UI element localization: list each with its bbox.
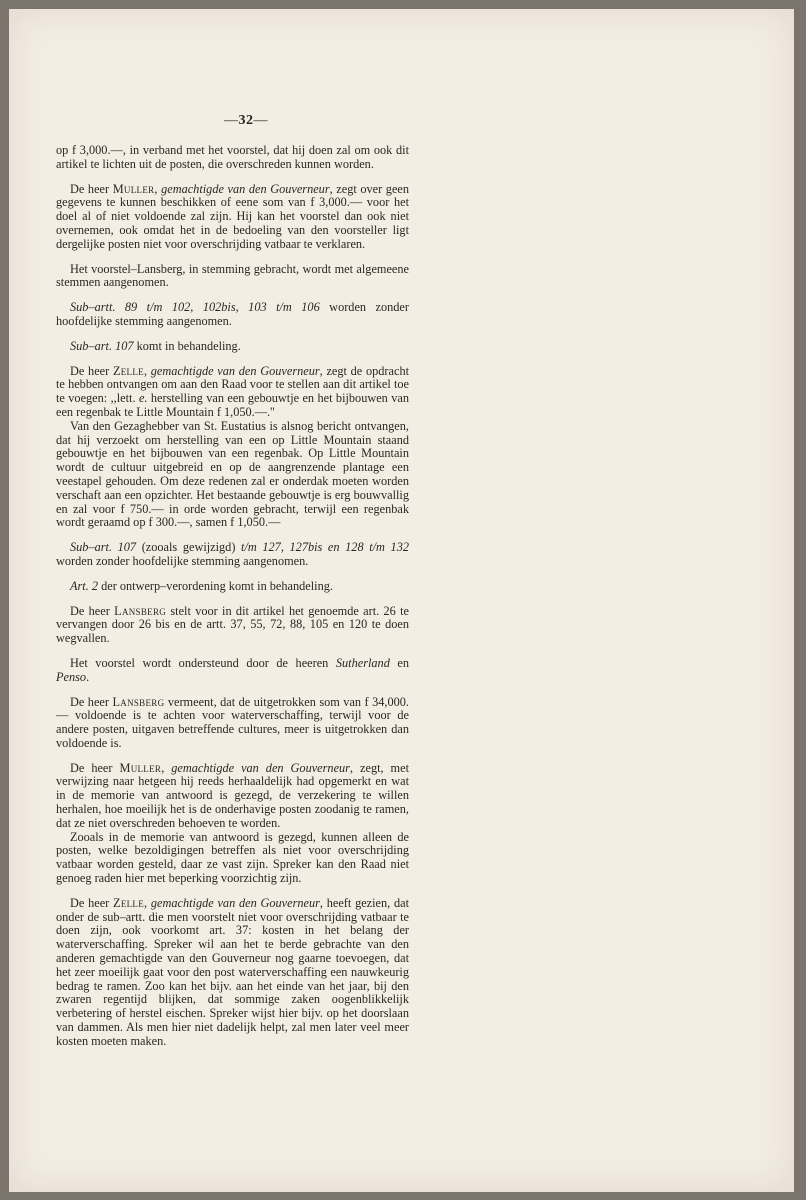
body-text-column — [56, 144, 409, 1060]
paragraph — [56, 762, 409, 831]
text-segment: stelt voor in dit artikel het genoemde art. 26 te vervangen door 26 bis en de artt. 37, 55, 72, 88, 105 en 120 te doen wegvallen. — [56, 603, 409, 646]
italic-text: Sutherland — [335, 655, 390, 670]
page-number — [9, 113, 483, 129]
paragraph — [56, 696, 409, 751]
paragraph — [56, 420, 409, 530]
italic-text: Art. 2 — [70, 578, 99, 593]
paragraph — [56, 605, 409, 646]
text-segment: De heer — [70, 760, 120, 775]
text-segment: De heer — [70, 694, 113, 709]
paragraph — [56, 183, 409, 252]
text-segment: De heer — [70, 603, 115, 618]
text-segment: , zegt, met verwijzing naar hetgeen hij reeds herhaaldelijk had opgemerkt en wat in de memorie van antwoord is gezegd, de verzekering te willen herhalen, hoe moeilijk het is de onderhavige posten zoodanig te ramen, dat ze niet overschreden behoeven te worden. — [56, 760, 409, 830]
text-segment: , — [154, 181, 162, 196]
text-segment: der ontwerp–verordening komt in behandeling. — [98, 578, 333, 593]
document-page — [9, 9, 794, 1192]
text-segment: , zegt over geen gegevens te kunnen beschikken of eene som van f 3,000.— voor het doel al of niet voldoende zal zijn. Hij kan het voorstel dan ook niet overnemen, ook omdat het in de bedoeling van den voorsteller ligt dergelijke posten niet voor overschrijding vatbaar te verklaren. — [56, 181, 410, 251]
italic-text: Sub–art. 107 — [70, 540, 137, 555]
text-segment: Zooals in de memorie van antwoord is gezegd, kunnen alleen de posten, welke bezoldigingen betreffen als niet voor overschrijding vatbaar worden gesteld, daar ze vast zijn. Spreker kan den Raad niet genoeg raden hier met beperking voorzichtig zijn. — [56, 829, 409, 886]
italic-text: gemachtigde van den Gouverneur — [150, 363, 320, 378]
paragraph — [56, 301, 409, 329]
italic-text: e. — [138, 391, 148, 406]
text-segment: , — [144, 895, 151, 910]
page-number-prefix: — — [224, 113, 239, 128]
italic-text: Sub–artt. 89 t/m 102, 102bis, 103 t/m 106 — [70, 300, 320, 315]
speaker-name: Muller — [112, 181, 155, 196]
paragraph — [56, 263, 409, 291]
italic-text: Penso — [56, 669, 87, 684]
italic-text: gemachtigde van den Gouverneur — [161, 181, 330, 196]
text-segment: , zegt de opdracht te hebben ontvangen om aan den Raad voor te stellen aan dit artikel toe te voegen: ,,lett. — [56, 363, 410, 406]
text-segment: , heeft gezien, dat onder de sub–artt. die men voorstelt niet voor overschrijding vatbaar te doen zijn, ook voorkomt art. 37: kosten in het belang der waterverschaffing. Spreker wil aan het te berde gebrachte van den anderen gemachtigde van den Gouverneur nog gaarne toevoegen, dat het zeer moeilijk gaat voor den post waterverschaffing een nauwkeurig bedrag te ramen. Zoo kan het bijv. aan het einde van het jaar, bij den zwaren regentijd blijken, dat sommige zaken oogenblikkelijk verbetering of herstel eischen. Spreker wijst hier bijv. op het doorslaan van dammen. Als men hier niet dadelijk helpt, zal men later veel meer kosten moeten maken. — [56, 895, 410, 1048]
text-segment: Het voorstel–Lansberg, in stemming gebracht, wordt met algemeene stemmen aangenomen. — [56, 261, 409, 290]
paragraph — [56, 897, 409, 1049]
text-segment: , — [161, 760, 172, 775]
text-segment: De heer — [70, 895, 114, 910]
italic-text: t/m 127, 127bis en 128 t/m 132 — [241, 540, 409, 555]
text-segment: Van den Gezaghebber van St. Eustatius is alsnog bericht ontvangen, dat hij verzoekt om herstelling van een op Little Mountain staand gebouwtje en het bijbouwen van een regenbak. Op Little Mountain wordt de cultuur uitgebreid en op de aangrenzende plantage een veestapel gehouden. Om deze redenen zal er onderdak moeten worden verschaft aan een opzichter. Het bestaande gebouwtje is erg bouwvallig en zal voor f 750.— in orde worden gebracht, terwijl een regenbak wordt geraamd op f 300.—, samen f 1,050.— — [56, 418, 409, 530]
text-segment: vermeent, dat de uitgetrokken som van f 34,000.— voldoende is te achten voor waterverschaffing, terwijl voor de andere posten, uitgaven betreffende cultures, meer is uitgetrokken dan voldoende is. — [56, 694, 409, 750]
text-segment: De heer — [70, 181, 113, 196]
page-number-suffix: — — [253, 113, 268, 128]
text-segment: Het voorstel wordt ondersteund door de heeren — [70, 655, 336, 670]
speaker-name: Lansberg — [114, 603, 167, 618]
paragraph — [56, 657, 409, 685]
text-segment: komt in behandeling. — [133, 338, 241, 353]
speaker-name: Muller — [119, 760, 162, 775]
text-segment: worden zonder hoofdelijke stemming aangenomen. — [56, 300, 409, 328]
text-segment: De heer — [70, 363, 113, 378]
text-segment: . — [86, 669, 90, 684]
page-number-value: 32 — [238, 113, 254, 128]
paragraph — [56, 831, 409, 886]
text-segment: herstelling van een gebouwtje en het bijbouwen van een regenbak te Little Mountain f 1,050.—.'' — [56, 391, 409, 419]
italic-text: Sub–art. 107 — [70, 338, 134, 353]
speaker-name: Lansberg — [112, 694, 165, 709]
text-segment: (zooals gewijzigd) — [136, 540, 242, 555]
paragraph — [56, 580, 409, 594]
text-segment: worden zonder hoofdelijke stemming aangenomen. — [56, 553, 309, 568]
paragraph — [56, 365, 409, 420]
paragraph — [56, 541, 409, 569]
paragraph — [56, 144, 409, 172]
speaker-name: Zelle — [112, 363, 144, 378]
italic-text: gemachtigde van den Gouverneur — [150, 895, 320, 910]
speaker-name: Zelle — [113, 895, 145, 910]
text-segment: en — [389, 655, 409, 670]
text-segment: op f 3,000.—, in verband met het voorstel, dat hij doen zal om ook dit artikel te lichten uit de posten, die overschreden kunnen worden. — [56, 143, 409, 171]
text-segment: , — [143, 363, 151, 378]
italic-text: gemachtigde van den Gouverneur — [171, 760, 350, 775]
paragraph — [56, 340, 409, 354]
